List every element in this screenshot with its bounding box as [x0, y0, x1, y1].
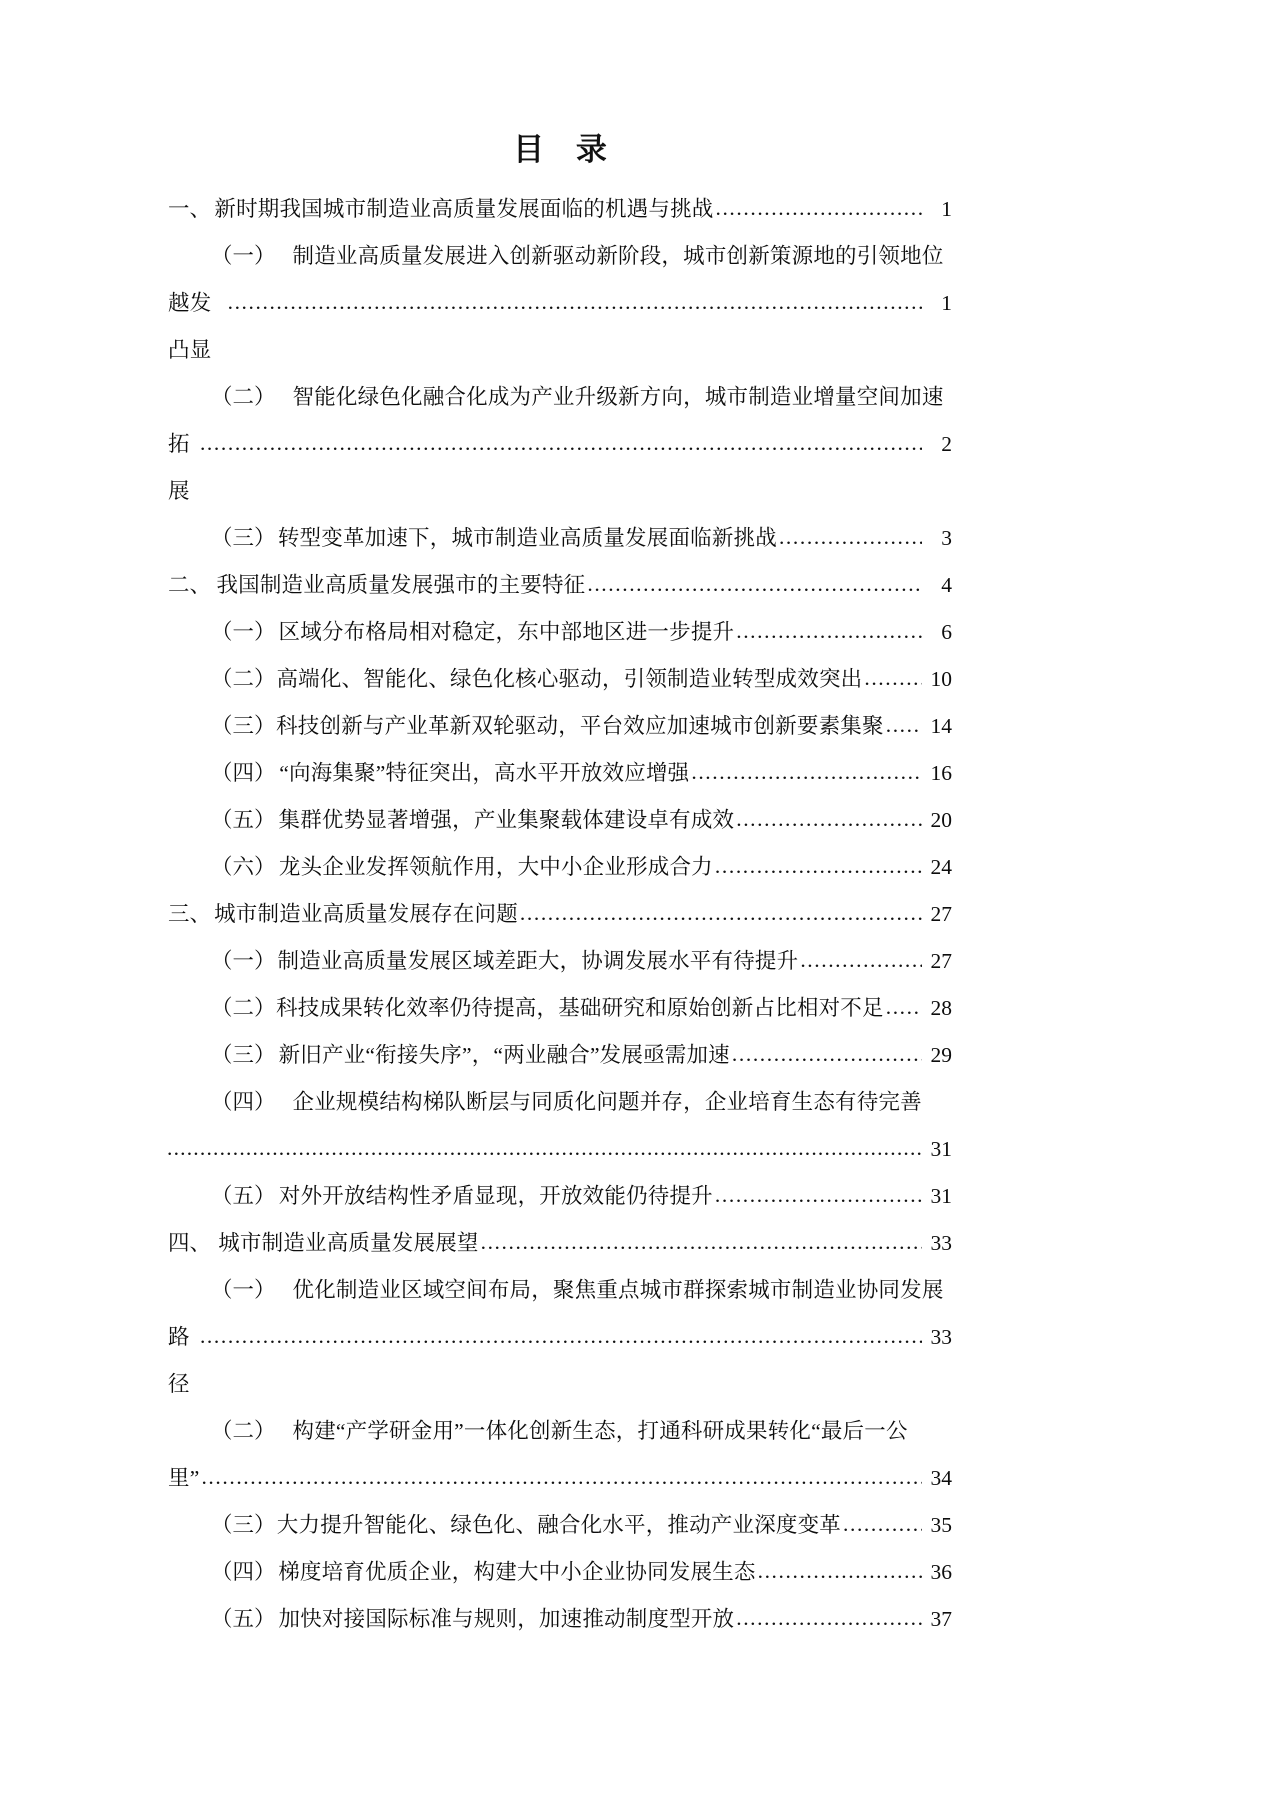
toc-entry-label: 区域分布格局相对稳定，东中部地区进一步提升 — [278, 620, 735, 644]
toc-leader-dots — [200, 1313, 922, 1360]
toc-page-number: 27 — [930, 902, 952, 926]
toc-entry-line-1 — [211, 1408, 952, 1455]
toc-entry[interactable] — [168, 1596, 952, 1643]
toc-page-number: 31 — [930, 1184, 952, 1208]
toc-entry-number: （四） — [211, 1560, 276, 1584]
toc-page-number: 1 — [941, 291, 952, 315]
toc-entry-label: 城市制造业高质量发展展望 — [218, 1231, 479, 1255]
toc-entry-label: 城市制造业高质量发展存在问题 — [214, 902, 518, 926]
toc-entry-label: 龙头企业发挥领航作用，大中小企业形成合力 — [278, 855, 713, 879]
toc-list — [168, 186, 952, 1643]
toc-entry-number: （一） — [211, 244, 276, 268]
toc-leader-dots — [200, 420, 922, 467]
toc-entry-label: 转型变革加速下，城市制造业高质量发展面临新挑战 — [277, 526, 777, 550]
toc-entry[interactable] — [168, 844, 952, 891]
toc-entry-line-2 — [168, 421, 952, 515]
toc-page-number: 33 — [930, 1325, 952, 1349]
toc-entry-number: （四） — [211, 1090, 276, 1114]
toc-entry-number: 二、 — [168, 573, 212, 597]
toc-page-number: 36 — [930, 1560, 952, 1584]
toc-entry[interactable] — [168, 1220, 952, 1267]
toc-entry-label-continued: 路径 — [168, 1325, 190, 1396]
toc-page-number: 31 — [930, 1137, 952, 1161]
toc-entry-number: （三） — [211, 1513, 276, 1537]
toc-page-number: 20 — [930, 808, 952, 832]
toc-entry[interactable] — [168, 1408, 952, 1502]
toc-page-number: 35 — [930, 1513, 952, 1537]
toc-page-number: 37 — [930, 1607, 952, 1631]
toc-entry-line-1 — [211, 233, 952, 280]
toc-leader-dots — [843, 1501, 922, 1548]
toc-entry-number: （一） — [211, 1278, 276, 1302]
toc-page-number: 33 — [930, 1231, 952, 1255]
toc-entry-label: 制造业高质量发展进入创新驱动新阶段，城市创新策源地的引领地位 — [292, 244, 944, 268]
toc-leader-dots — [167, 1125, 922, 1172]
toc-page-number: 2 — [941, 432, 952, 456]
toc-entry[interactable] — [168, 656, 952, 703]
toc-entry-number: （一） — [211, 620, 276, 644]
toc-entry-number: （五） — [211, 1184, 276, 1208]
toc-entry-number: （五） — [211, 808, 276, 832]
toc-entry[interactable] — [168, 233, 952, 374]
toc-page-number: 24 — [930, 855, 952, 879]
toc-entry-label: 加快对接国际标准与规则，加速推动制度型开放 — [278, 1607, 735, 1631]
toc-entry-label-continued: 拓展 — [168, 432, 190, 503]
toc-entry-line-1 — [211, 1079, 952, 1126]
toc-entry-line-2 — [168, 1455, 952, 1502]
toc-entry-label: 集群优势显著增强，产业集聚载体建设卓有成效 — [278, 808, 735, 832]
toc-entry-number: （二） — [211, 667, 276, 691]
toc-leader-dots — [587, 561, 922, 608]
toc-leader-dots — [886, 984, 922, 1031]
toc-entry-number: （二） — [211, 1419, 276, 1443]
toc-entry[interactable] — [168, 1549, 952, 1596]
toc-page-number: 6 — [941, 620, 952, 644]
toc-entry-number: 四、 — [168, 1231, 212, 1255]
toc-leader-dots — [715, 1172, 922, 1219]
toc-entry-label: 高端化、智能化、绿色化核心驱动，引领制造业转型成效突出 — [276, 667, 863, 691]
toc-entry-label: 科技成果转化效率仍待提高，基础研究和原始创新占比相对不足 — [276, 996, 884, 1020]
toc-entry-line-2 — [168, 1314, 952, 1408]
toc-leader-dots — [886, 702, 922, 749]
toc-entry[interactable] — [168, 562, 952, 609]
toc-entry[interactable] — [168, 609, 952, 656]
toc-entry-label: 企业规模结构梯队断层与同质化问题并存，企业培育生态有待完善 — [292, 1090, 922, 1114]
toc-entry[interactable] — [168, 1173, 952, 1220]
toc-entry-number: （五） — [211, 1607, 276, 1631]
toc-entry[interactable] — [168, 891, 952, 938]
toc-entry-label: 大力提升智能化、绿色化、融合化水平，推动产业深度变革 — [276, 1513, 841, 1537]
toc-leader-dots — [715, 843, 922, 890]
toc-leader-dots — [736, 1595, 922, 1642]
page-title: 目 录 — [513, 132, 619, 167]
toc-entry-label: 优化制造业区域空间布局，聚焦重点城市群探索城市制造业协同发展 — [292, 1278, 944, 1302]
toc-page-number: 3 — [941, 526, 952, 550]
toc-leader-dots — [228, 279, 922, 326]
toc-entry-line-1 — [211, 374, 952, 421]
toc-entry-label-continued: 越发凸显 — [168, 291, 212, 362]
toc-entry-label: 新时期我国城市制造业高质量发展面临的机遇与挑战 — [214, 197, 714, 221]
toc-leader-dots — [732, 1031, 922, 1078]
toc-entry-label: 制造业高质量发展区域差距大，协调发展水平有待提升 — [277, 949, 799, 973]
toc-entry[interactable] — [168, 750, 952, 797]
toc-leader-dots — [715, 185, 922, 232]
toc-page-number: 34 — [930, 1466, 952, 1490]
toc-entry[interactable] — [168, 186, 952, 233]
toc-entry[interactable] — [168, 985, 952, 1032]
toc-entry[interactable] — [168, 703, 952, 750]
toc-leader-dots — [201, 1454, 922, 1501]
toc-entry-number: （六） — [211, 855, 276, 879]
toc-entry-label: 智能化绿色化融合化成为产业升级新方向，城市制造业增量空间加速 — [292, 385, 944, 409]
toc-page-number: 27 — [930, 949, 952, 973]
toc-leader-dots — [481, 1219, 922, 1266]
toc-page-number: 29 — [930, 1043, 952, 1067]
toc-page-number: 10 — [930, 667, 952, 691]
toc-entry-line-2 — [168, 1126, 952, 1173]
toc-leader-dots — [864, 655, 922, 702]
toc-entry[interactable] — [168, 515, 952, 562]
toc-entry-label: 对外开放结构性矛盾显现，开放效能仍待提升 — [278, 1184, 713, 1208]
toc-page-number: 28 — [930, 996, 952, 1020]
toc-entry-number: （三） — [211, 526, 276, 550]
toc-entry-number: （四） — [211, 761, 276, 785]
toc-entry[interactable] — [168, 1267, 952, 1408]
toc-entry[interactable] — [168, 797, 952, 844]
toc-entry-label: 我国制造业高质量发展强市的主要特征 — [216, 573, 586, 597]
toc-entry[interactable] — [168, 1502, 952, 1549]
toc-entry-label: 构建“产学研金用”一体化创新生态，打通科研成果转化“最后一公 — [292, 1419, 908, 1443]
toc-content — [168, 128, 952, 1643]
toc-entry[interactable] — [168, 374, 952, 515]
toc-leader-dots — [758, 1548, 922, 1595]
toc-entry-line-1 — [211, 1267, 952, 1314]
toc-entry[interactable] — [168, 938, 952, 985]
toc-leader-dots — [779, 514, 922, 561]
toc-entry-line-2 — [168, 280, 952, 374]
toc-entry-number: 一、 — [168, 197, 212, 221]
toc-entry-number: （三） — [211, 714, 276, 738]
toc-page-number: 4 — [941, 573, 952, 597]
toc-entry-number: （二） — [211, 385, 276, 409]
toc-page-number: 16 — [930, 761, 952, 785]
toc-entry-label: 科技创新与产业革新双轮驱动，平台效应加速城市创新要素集聚 — [276, 714, 884, 738]
toc-entry-label-continued: 里” — [168, 1466, 200, 1490]
toc-leader-dots — [800, 937, 922, 984]
toc-leader-dots — [736, 796, 922, 843]
toc-entry-number: （二） — [211, 996, 276, 1020]
toc-leader-dots — [736, 608, 922, 655]
toc-entry-label: “向海集聚”特征突出，高水平开放效应增强 — [279, 761, 690, 785]
toc-leader-dots — [691, 749, 922, 796]
toc-entry[interactable] — [168, 1032, 952, 1079]
toc-entry-label: 新旧产业“衔接失序”，“两业融合”发展亟需加速 — [278, 1043, 730, 1067]
toc-entry-number: 三、 — [168, 902, 212, 926]
toc-entry-number: （一） — [211, 949, 276, 973]
toc-page-number: 1 — [941, 197, 952, 221]
toc-leader-dots — [520, 890, 922, 937]
toc-page-number: 14 — [930, 714, 952, 738]
toc-entry[interactable] — [168, 1079, 952, 1173]
toc-entry-number: （三） — [211, 1043, 276, 1067]
toc-entry-label: 梯度培育优质企业，构建大中小企业协同发展生态 — [278, 1560, 756, 1584]
